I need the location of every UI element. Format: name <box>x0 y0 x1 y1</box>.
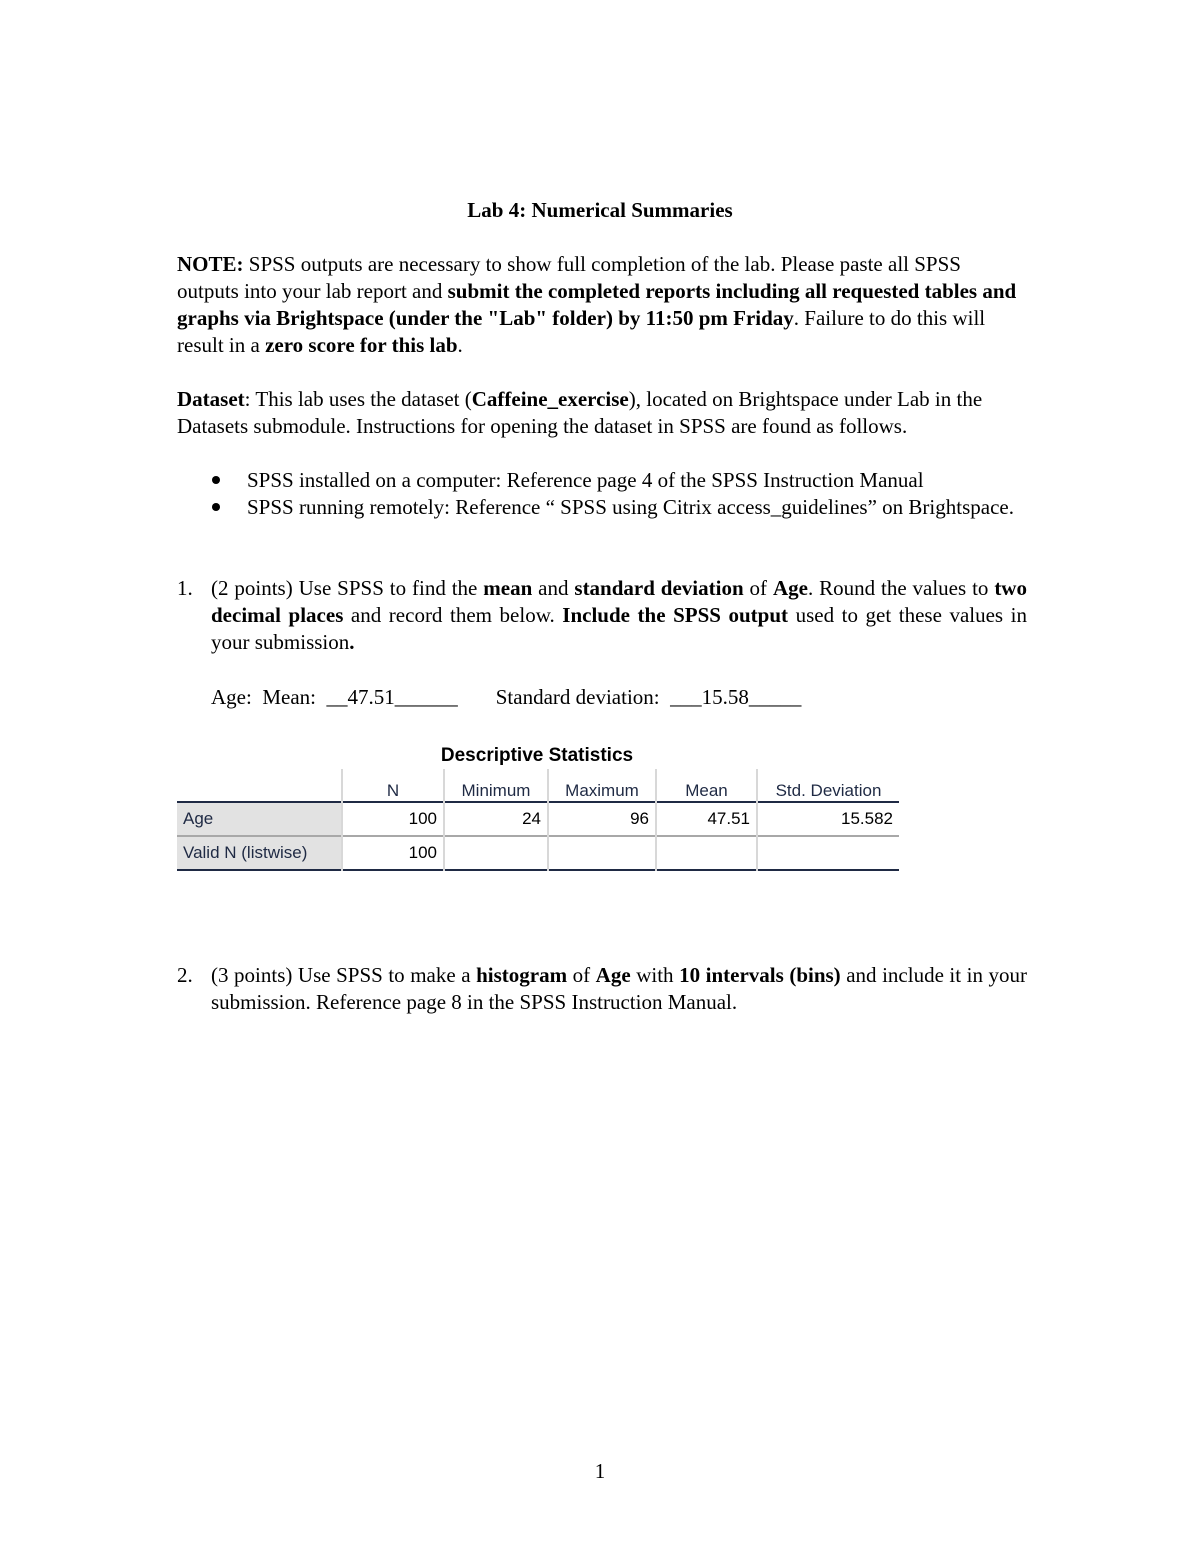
question-text: (2 points) Use SPSS to find the mean and standard deviation of Age. Round the values to two decimal places and record them below. Include the SPSS output used to get these values in your submission. <box>211 576 1027 654</box>
page-number: 1 <box>594 1459 606 1483</box>
descriptive-statistics-table <box>177 769 899 871</box>
column-header: Maximum <box>548 769 656 802</box>
table-cell <box>444 836 548 870</box>
table-cell: 24 <box>444 802 548 836</box>
sd-answer: ___15.58_____ <box>670 685 802 709</box>
question-2 <box>177 962 1027 1016</box>
table-cell <box>548 836 656 870</box>
table-cell <box>757 836 899 870</box>
list-item: SPSS installed on a computer: Reference page 4 of the SPSS Instruction Manual <box>210 467 1030 494</box>
table-cell: 15.582 <box>757 802 899 836</box>
row-label: Valid N (listwise) <box>177 836 342 870</box>
table-header-row <box>177 769 899 802</box>
mean-answer: __47.51______ <box>326 685 458 709</box>
bullet-icon <box>212 503 220 511</box>
question-1 <box>177 575 1027 656</box>
dataset-instructions-list <box>210 467 1030 521</box>
page-title: Lab 4: Numerical Summaries <box>467 198 733 222</box>
note-deadline: submit the completed reports including all requested tables and graphs via Brightspace (under the "Lab" folder) by 11:50 pm Friday <box>177 279 1017 330</box>
table-cell <box>656 836 757 870</box>
question-number: 2. <box>177 963 193 987</box>
table-row <box>177 836 899 870</box>
table-cell: 96 <box>548 802 656 836</box>
row-label: Age <box>177 802 342 836</box>
answer-line: Age: Mean: __47.51______ Standard deviation: ___15.58_____ <box>211 685 802 709</box>
column-header: Minimum <box>444 769 548 802</box>
dataset-label: Dataset <box>177 387 245 411</box>
question-number: 1. <box>177 576 193 600</box>
column-header: Std. Deviation <box>757 769 899 802</box>
bullet-icon <box>212 476 220 484</box>
column-header: N <box>342 769 444 802</box>
list-item: SPSS running remotely: Reference “ SPSS using Citrix access_guidelines” on Brightspace. <box>210 494 1030 521</box>
spss-table-title: Descriptive Statistics <box>440 745 634 766</box>
dataset-paragraph: Dataset: This lab uses the dataset (Caffeine_exercise), located on Brightspace under Lab in the Datasets submodule. Instructions for opening the dataset in SPSS are found as follows. <box>177 387 983 438</box>
column-header: Mean <box>656 769 757 802</box>
dataset-name: Caffeine_exercise <box>471 387 629 411</box>
column-header <box>177 769 342 802</box>
note-label: NOTE: <box>177 252 244 276</box>
note-penalty: zero score for this lab <box>265 333 458 357</box>
table-cell: 100 <box>342 802 444 836</box>
question-text: (3 points) Use SPSS to make a histogram of Age with 10 intervals (bins) and include it in your submission. Reference page 8 in the SPSS Instruction Manual. <box>211 963 1027 1014</box>
table-cell: 100 <box>342 836 444 870</box>
table-row <box>177 802 899 836</box>
note-paragraph: NOTE: SPSS outputs are necessary to show full completion of the lab. Please paste all SPSS outputs into your lab report and submit the completed reports including all requested tables and graphs via Brightspace (under the "Lab" folder) by 11:50 pm Friday. Failure to do this will result in a zero score for this lab. <box>177 252 1017 357</box>
table-cell: 47.51 <box>656 802 757 836</box>
